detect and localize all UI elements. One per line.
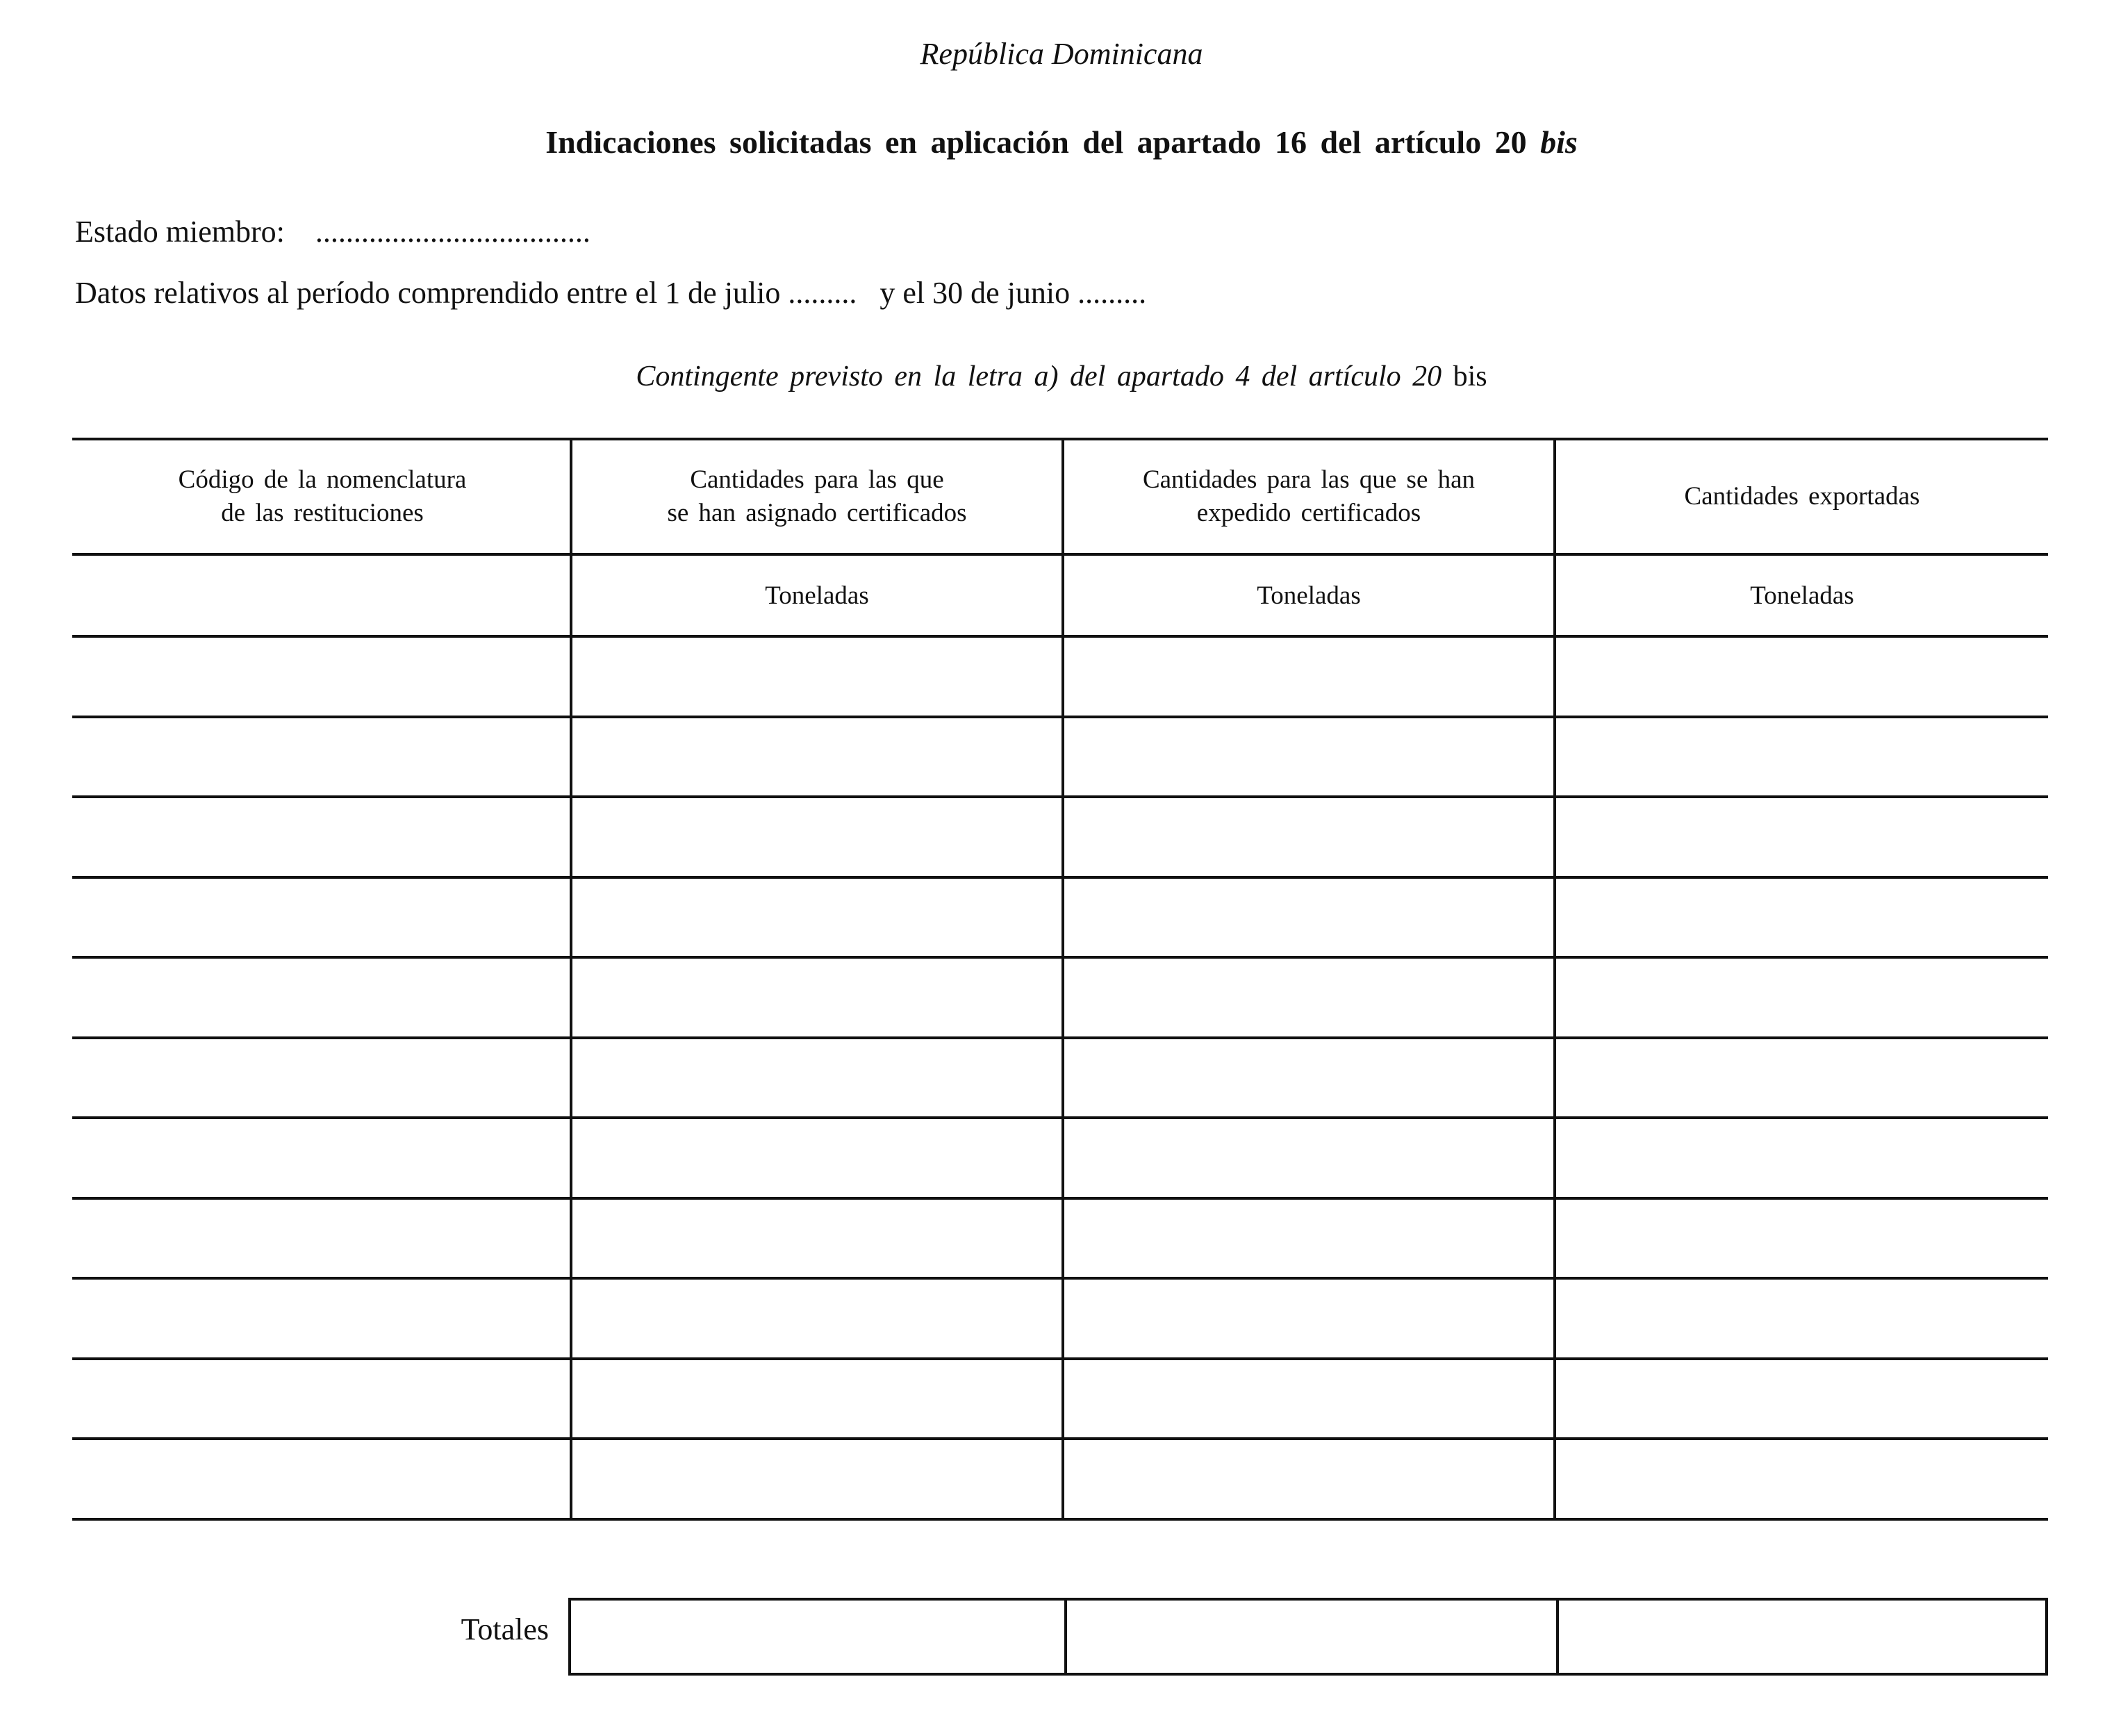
table-cell[interactable] — [1064, 638, 1553, 716]
column-header-line: expedido certificados — [1196, 499, 1421, 527]
column-header-line: de las restituciones — [221, 499, 424, 527]
column-header-line: Código de la nomenclatura — [178, 465, 467, 494]
table-cell[interactable] — [75, 1280, 570, 1357]
column-header — [572, 440, 1062, 553]
totals-cell-exported[interactable] — [1559, 1601, 2045, 1673]
member-state-line — [75, 214, 590, 249]
table-cell[interactable] — [75, 1440, 570, 1518]
period-dots-2: ......... — [1077, 276, 1147, 310]
table-cell[interactable] — [1556, 1280, 2048, 1357]
form-title-suffix: bis — [1540, 124, 1578, 160]
table-cell[interactable] — [572, 1280, 1062, 1357]
contingent-heading — [0, 360, 2123, 393]
table-rule — [72, 1518, 2048, 1521]
table-cell[interactable] — [1064, 1200, 1553, 1278]
table-cell[interactable] — [1064, 1119, 1553, 1197]
table-cell[interactable] — [1064, 718, 1553, 796]
table-cell[interactable] — [1556, 1119, 2048, 1197]
table-cell[interactable] — [75, 1200, 570, 1278]
table-cell[interactable] — [572, 959, 1062, 1036]
period-line — [75, 275, 1146, 311]
period-text-1: Datos relativos al período comprendido entre el 1 de julio — [75, 276, 781, 310]
unit-cell: Toneladas — [1257, 581, 1361, 610]
table-cell[interactable] — [1556, 1360, 2048, 1438]
contingent-suffix: bis — [1453, 361, 1487, 392]
unit-cell — [75, 556, 570, 636]
member-state-dots: .................................... — [315, 215, 590, 249]
table-cell[interactable] — [572, 718, 1062, 796]
table-cell[interactable] — [1556, 1039, 2048, 1117]
table-cell[interactable] — [572, 1200, 1062, 1278]
table-cell[interactable] — [572, 638, 1062, 716]
column-header-text — [667, 463, 966, 530]
table-cell[interactable] — [1556, 1440, 2048, 1518]
form-title-main: Indicaciones solicitadas en aplicación del apartado 16 del artículo 20 — [545, 124, 1527, 160]
table-cell[interactable] — [1064, 1360, 1553, 1438]
totals-cell-assigned[interactable] — [571, 1601, 1064, 1673]
table-cell[interactable] — [75, 959, 570, 1036]
column-header — [1556, 440, 2048, 553]
period-text-2: y el 30 de junio — [879, 276, 1071, 310]
period-dots-1: ......... — [788, 276, 857, 310]
table-cell[interactable] — [572, 798, 1062, 876]
table-cell[interactable] — [1556, 959, 2048, 1036]
column-header — [75, 440, 570, 553]
contingent-text: Contingente previsto en la letra a) del apartado 4 del artículo 20 — [636, 361, 1442, 392]
table-cell[interactable] — [75, 1039, 570, 1117]
column-header-text — [1143, 463, 1475, 530]
table-cell[interactable] — [75, 1360, 570, 1438]
table-cell[interactable] — [1064, 798, 1553, 876]
column-header-line: se han asignado certificados — [667, 499, 967, 527]
table-cell[interactable] — [1064, 959, 1553, 1036]
column-header — [1064, 440, 1553, 553]
table-cell[interactable] — [1556, 798, 2048, 876]
unit-cell: Toneladas — [1750, 581, 1854, 610]
table-cell[interactable] — [1556, 638, 2048, 716]
table-cell[interactable] — [572, 879, 1062, 957]
table-cell[interactable] — [1064, 1280, 1553, 1357]
form-title — [0, 124, 2123, 160]
table-cell[interactable] — [572, 1360, 1062, 1438]
table-cell[interactable] — [1064, 1440, 1553, 1518]
table-cell[interactable] — [1556, 718, 2048, 796]
totals-label: Totales — [461, 1612, 549, 1646]
member-state-label: Estado miembro: — [75, 215, 285, 249]
unit-cell: Toneladas — [765, 581, 869, 610]
country-heading: República Dominicana — [920, 37, 1203, 71]
table-cell[interactable] — [75, 1119, 570, 1197]
table-cell[interactable] — [1556, 879, 2048, 957]
table-cell[interactable] — [572, 1440, 1062, 1518]
table-cell[interactable] — [1556, 1200, 2048, 1278]
column-header-line: Cantidades para las que — [690, 465, 944, 494]
totals-cell-issued[interactable] — [1067, 1601, 1556, 1673]
column-header-line: Cantidades exportadas — [1684, 482, 1920, 511]
table-cell[interactable] — [75, 798, 570, 876]
table-cell[interactable] — [572, 1039, 1062, 1117]
totals-box — [568, 1598, 2048, 1676]
table-cell[interactable] — [1064, 1039, 1553, 1117]
column-header-line: Cantidades para las que se han — [1142, 465, 1476, 494]
table-cell[interactable] — [75, 879, 570, 957]
table-cell[interactable] — [1064, 879, 1553, 957]
column-header-text — [1685, 480, 1920, 513]
table-cell[interactable] — [75, 638, 570, 716]
table-cell[interactable] — [572, 1119, 1062, 1197]
column-header-text — [179, 463, 467, 530]
table-cell[interactable] — [75, 718, 570, 796]
